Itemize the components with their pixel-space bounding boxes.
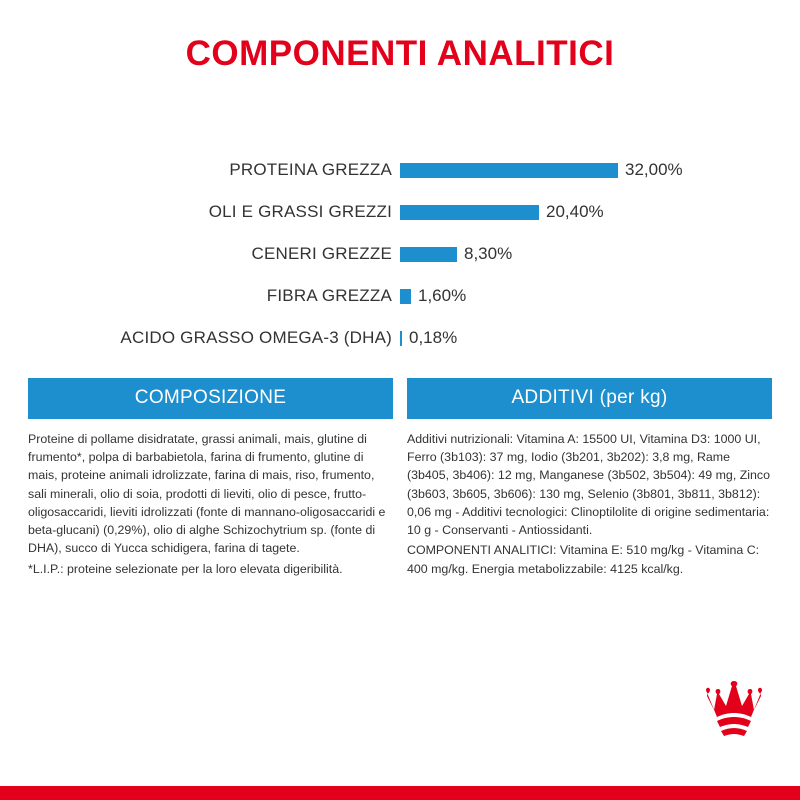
chart-bar-wrap [400, 286, 780, 306]
chart-value: 0,18% [409, 328, 458, 347]
chart-value: 1,60% [418, 286, 467, 305]
chart-value: 20,40% [546, 202, 604, 221]
chart-bar [400, 289, 411, 304]
chart-row [0, 194, 780, 230]
chart-row [0, 320, 780, 356]
composition-panel [28, 378, 393, 578]
chart-row [0, 236, 780, 272]
chart-bar [400, 205, 539, 220]
chart-row [0, 278, 780, 314]
page-title: COMPONENTI ANALITICI [185, 34, 615, 73]
chart-value: 8,30% [464, 244, 513, 263]
chart-label: ACIDO GRASSO OMEGA-3 (DHA) [120, 328, 392, 347]
chart-value: 32,00% [625, 160, 683, 179]
royal-canin-crown-icon [704, 676, 764, 738]
additives-header: ADDITIVI (per kg) [407, 378, 772, 419]
chart-bar [400, 331, 402, 346]
composition-footnote: *L.I.P.: proteine selezionate per la loro elevata digeribilità. [28, 561, 343, 576]
composition-body [28, 419, 393, 578]
additives-body [407, 419, 772, 578]
chart-label: FIBRA GREZZA [266, 286, 392, 305]
analytical-constituents-chart [0, 152, 800, 356]
info-panels [0, 378, 800, 578]
composition-paragraph: Proteine di pollame disidratate, grassi animali, mais, glutine di frumento*, polpa di barbabietola, farina di frumento, glutine di mais, proteine animali idrolizzate, farina di mais, riso, frumento, sali minerali, olio di soia, prodotti di lieviti, olio di pesce, frutto-oligosaccaridi, lieviti idrolizzati (fonte di mannano-oligosaccaridi e beta-glucani) (0,29%), olio di alghe Schizochytrium sp. (fonte di DHA), succo di Yucca schidigera, farina di tagete. [28, 432, 386, 556]
chart-bar-wrap [400, 328, 780, 348]
chart-bar-wrap [400, 202, 780, 222]
chart-bar-wrap [400, 244, 780, 264]
chart-bar-wrap [400, 160, 780, 180]
chart-row [0, 152, 780, 188]
bottom-accent-bar [0, 786, 800, 800]
chart-label: PROTEINA GREZZA [229, 160, 392, 179]
chart-bar [400, 163, 618, 178]
chart-label: OLI E GRASSI GREZZI [208, 202, 392, 221]
additives-panel [407, 378, 772, 578]
additives-analytical-paragraph: COMPONENTI ANALITICI: Vitamina E: 510 mg/kg - Vitamina C: 400 mg/kg. Energia metabolizzabile: 4125 kcal/kg. [407, 543, 760, 576]
composition-header: COMPOSIZIONE [28, 378, 393, 419]
additives-paragraph: Additivi nutrizionali: Vitamina A: 15500 UI, Vitamina D3: 1000 UI, Ferro (3b103): 37 mg, Iodio (3b201, 3b202): 3,8 mg, Rame (3b405, 3b406): 12 mg, Manganese (3b502, 3b504): 49 mg, Zinco (3b603, 3b605, 3b606): 130 mg, Selenio (3b801, 3b811, 3b812): 0,06 mg - Additivi tecnologici: Clinoptilolite di origine sedimentaria: 10 g - Conservanti - Antiossidanti. [407, 432, 771, 538]
chart-label: CENERI GREZZE [251, 244, 392, 263]
chart-bar [400, 247, 457, 262]
